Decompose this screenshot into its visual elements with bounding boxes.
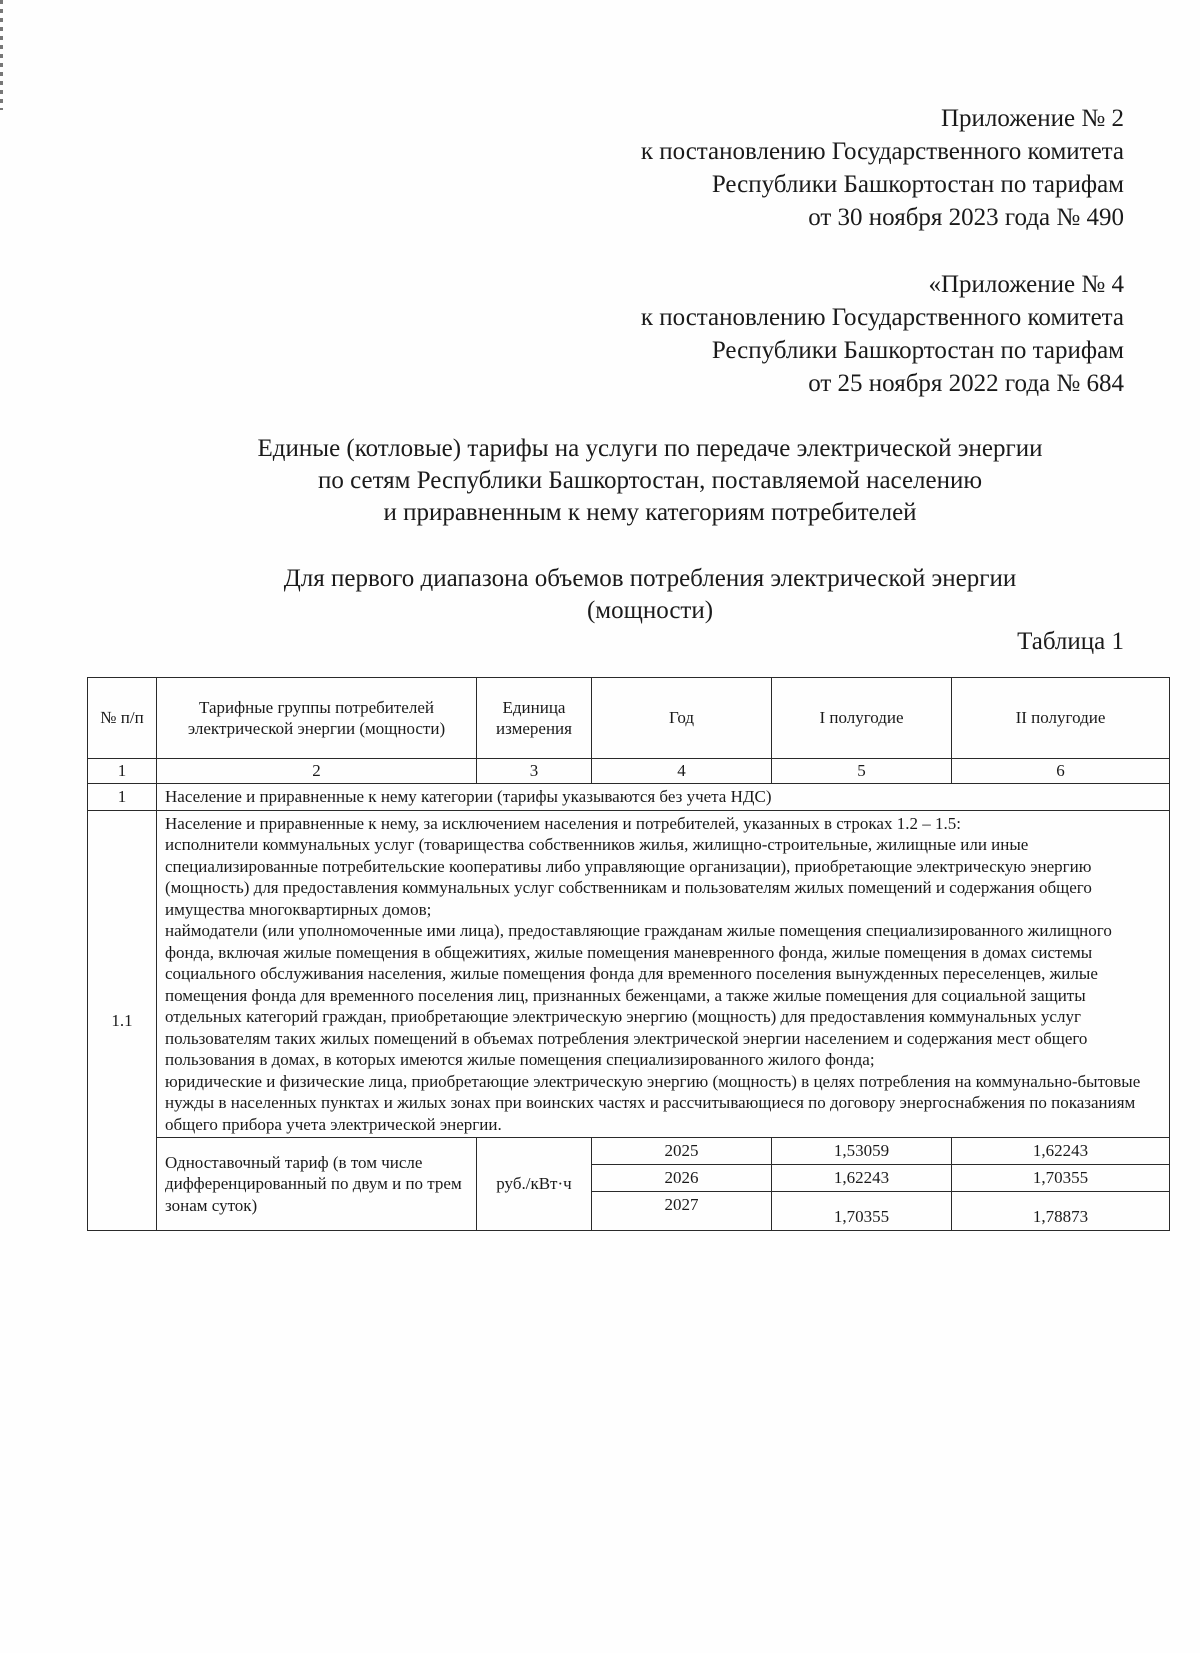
- header-num: № п/п: [88, 678, 157, 759]
- document-title: [100, 433, 1200, 529]
- appendix-current-block: [641, 102, 1124, 234]
- tariff-value-h1: 1,70355: [772, 1192, 952, 1231]
- scan-smudge: [938, 1478, 960, 1488]
- tariff-row: [88, 1138, 1170, 1165]
- header-half1: I полугодие: [772, 678, 952, 759]
- column-number: 4: [592, 759, 772, 784]
- title-line: Единые (котловые) тарифы на услуги по передаче электрической энергии: [257, 435, 1043, 462]
- row-1-1-description: [88, 810, 1170, 1138]
- document-subtitle: [100, 563, 1200, 627]
- table-label: Таблица 1: [1017, 628, 1124, 655]
- appendix-line: к постановлению Государственного комитета: [640, 304, 1124, 331]
- column-number: 5: [772, 759, 952, 784]
- section-text: Население и приравненные к нему категории (тарифы указываются без учета НДС): [157, 784, 1170, 811]
- appendix-line: Республики Башкортостан по тарифам: [711, 337, 1124, 364]
- appendix-amended-block: [641, 268, 1124, 400]
- tariff-value-h2: 1,78873: [952, 1192, 1170, 1231]
- tariff-value-h2: 1,62243: [952, 1138, 1170, 1165]
- tariff-year: 2027: [592, 1192, 772, 1231]
- header-group: Тарифные группы потребителей электрической энергии (мощности): [157, 678, 477, 759]
- appendix-line: Приложение № 2: [940, 105, 1124, 132]
- row-num: 1.1: [88, 810, 157, 1231]
- header-unit: Единица измерения: [477, 678, 592, 759]
- tariff-unit: руб./кВт·ч: [477, 1138, 592, 1231]
- row-description: [157, 810, 1170, 1138]
- appendix-line: от 25 ноября 2022 года № 684: [808, 370, 1124, 397]
- title-line: и приравненным к нему категориям потребителей: [383, 499, 917, 526]
- description-paragraph: Население и приравненные к нему, за исключением населения и потребителей, указанных в строках 1.2 – 1.5:: [165, 813, 961, 833]
- column-number-row: [88, 759, 1170, 784]
- title-line: по сетям Республики Башкортостан, поставляемой населению: [317, 467, 983, 494]
- column-number: 2: [157, 759, 477, 784]
- description-paragraph: наймодатели (или уполномоченные ими лица), предоставляющие гражданам жилые помещения специализированного жилищного фонда, включая жилые помещения в общежитиях, жилые помещения маневренного фонда, жилые помещения в домах системы социального обслуживания населения, жилые помещения фонда для временного поселения вынужденных переселенцев, жилые помещения фонда для временного поселения лиц, признанных беженцами, а также жилые помещения для социальной защиты отдельных категорий граждан, приобретающие электрическую энергию (мощность) для предоставления коммунальных услуг пользователям таких жилых помещений в объемах потребления электрической энергии населением и содержания мест общего пользования в домах, в которых имеются жилые помещения специализированного жилого фонда;: [165, 921, 1112, 1069]
- column-number: 1: [88, 759, 157, 784]
- appendix-line: Республики Башкортостан по тарифам: [711, 171, 1124, 198]
- tariff-value-h1: 1,62243: [772, 1165, 952, 1192]
- table-header-row: [88, 678, 1170, 759]
- subtitle-line: Для первого диапазона объемов потребления электрической энергии: [283, 565, 1017, 592]
- scan-edge-marks: [0, 0, 3, 110]
- description-paragraph: исполнители коммунальных услуг (товарищества собственников жилья, жилищно-строительные, жилищные или иные специализированные потребительские кооперативы либо управляющие организации), приобретающие электрическую энергию (мощность) для предоставления коммунальных услуг собственникам и пользователям жилых помещений и содержания общего имущества многоквартирных домов;: [165, 835, 1092, 919]
- subtitle-line: (мощности): [586, 597, 714, 624]
- tariff-name: Одноставочный тариф (в том числе дифференцированный по двум и по трем зонам суток): [157, 1138, 477, 1231]
- tariff-value-h1: 1,53059: [772, 1138, 952, 1165]
- column-number: 6: [952, 759, 1170, 784]
- tariff-value-h2: 1,70355: [952, 1165, 1170, 1192]
- section-num: 1: [88, 784, 157, 811]
- tariff-year: 2026: [592, 1165, 772, 1192]
- appendix-line: «Приложение № 4: [928, 271, 1124, 298]
- header-year: Год: [592, 678, 772, 759]
- description-paragraph: юридические и физические лица, приобретающие электрическую энергию (мощность) в целях потребления на коммунально-бытовые нужды в населенных пунктах и жилых зонах при воинских частях и рассчитывающиеся по договору энергоснабжения по показаниям общего прибора учета электрической энергии.: [165, 1071, 1141, 1134]
- appendix-line: от 30 ноября 2023 года № 490: [808, 204, 1124, 231]
- appendix-line: к постановлению Государственного комитета: [640, 138, 1124, 165]
- header-half2: II полугодие: [952, 678, 1170, 759]
- tariff-year: 2025: [592, 1138, 772, 1165]
- tariff-table: [87, 677, 1170, 1231]
- column-number: 3: [477, 759, 592, 784]
- section-row: [88, 784, 1170, 811]
